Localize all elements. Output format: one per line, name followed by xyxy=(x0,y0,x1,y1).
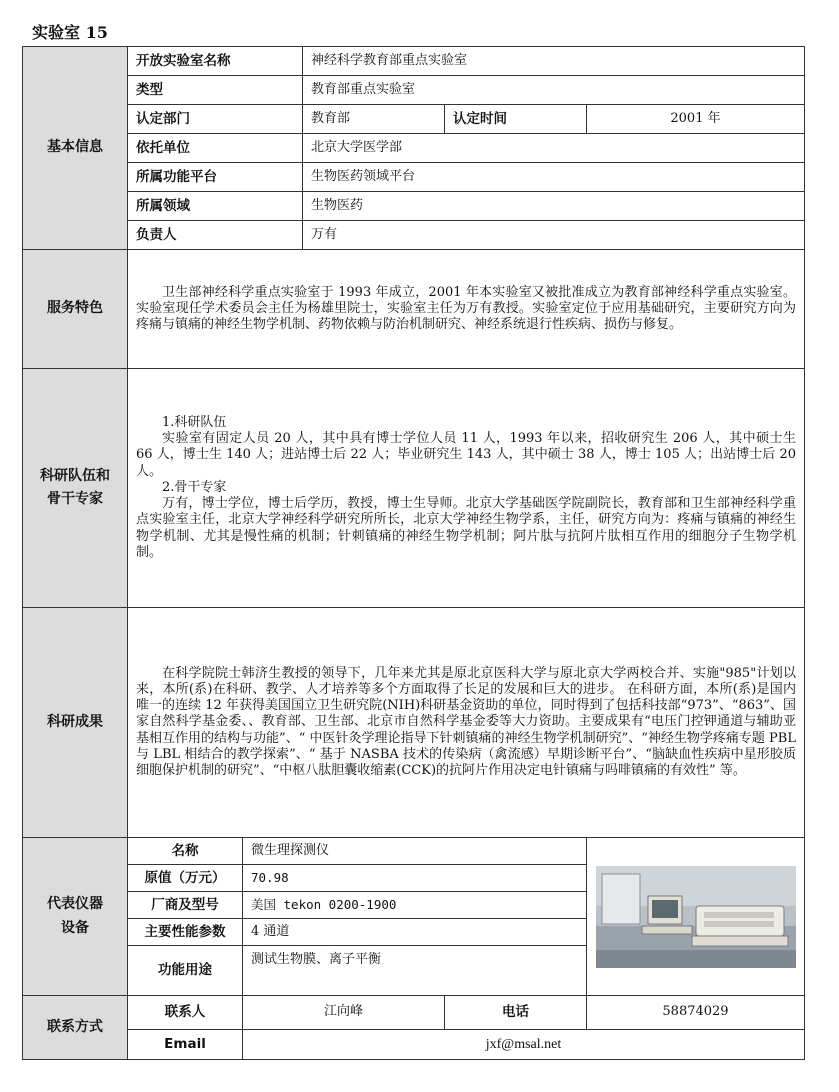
contact-phone-label: 电话 xyxy=(445,996,587,1030)
cert-dept-label: 认定部门 xyxy=(128,105,303,134)
row-head xyxy=(23,221,805,250)
contact-phone-value: 58874029 xyxy=(587,996,805,1030)
instrument-perf-value: 4 通道 xyxy=(243,919,587,946)
service-text: 卫生部神经科学重点实验室于 1993 年成立，2001 年本实验室又被批准成立为教育部神经科学重点实验室。实验室现任学术委员会主任为杨雄里院士，实验室主任为万有教授。实验室定位于应用基础研究，主要研究方向为疼痛与镇痛的神经生物学机制、药物依赖与防治机制研究、神经系统退行性疾病、损伤与修复。 xyxy=(136,284,796,333)
lab-type-value: 教育部重点实验室 xyxy=(303,76,805,105)
row-platform xyxy=(23,163,805,192)
head-value: 万有 xyxy=(303,221,805,250)
row-team xyxy=(23,369,805,608)
host-label: 依托单位 xyxy=(128,134,303,163)
team-heading-2: 2.骨干专家 xyxy=(162,479,227,495)
results-cell xyxy=(128,608,805,838)
section-instrument xyxy=(23,838,128,996)
section-instrument-line2: 设备 xyxy=(61,919,89,936)
instrument-use-value: 测试生物膜、离子平衡 xyxy=(243,946,587,996)
service-cell xyxy=(128,250,805,369)
team-paragraph-1: 实验室有固定人员 20 人，其中具有博士学位人员 11 人，1993 年以来，招收研究生 206 人，其中硕士生 66 人，博士生 140 人；进站博士后 22 人；毕业研究生 143 人，其中硕士 38 人，博士 105 人；出站博士后 20 人。 xyxy=(136,431,796,479)
section-instrument-line1: 代表仪器 xyxy=(47,896,103,912)
section-service: 服务特色 xyxy=(23,250,128,369)
section-results: 科研成果 xyxy=(23,608,128,838)
host-value: 北京大学医学部 xyxy=(303,134,805,163)
lab-type-label: 类型 xyxy=(128,76,303,105)
section-team xyxy=(23,369,128,608)
section-team-line1: 科研队伍和 xyxy=(40,467,110,484)
row-contact-person xyxy=(23,996,805,1030)
results-text: 在科学院院士韩济生教授的领导下，几年来尤其是原北京医科大学与原北京大学两校合并、实施"985"计划以来，本所(系)在科研、教学、人才培养等多个方面取得了长足的发展和巨大的进步。 在科研方面，本所(系)是国内唯一的连续 12 年获得美国国立卫生研究院(NIH)科研基金资助的单位，同时得到了包括科技部“973”、“863”、国家自然科学基金委、、教育部、卫生部、北京市自然科学基金委等大力资助。主要成果有“电压门控钾通道与辅助亚基相互作用的结构与功能”、“ 中医针灸学理论指导下针刺镇痛的神经生物学机制研究”、“神经生物学疼痛专题 PBL 与 LBL 相结合的教学探索”、“ 基于 NASBA 技术的传染病（禽流感）早期诊断平台”、“脑缺血性疾病中星形胶质细胞保护机制的研究”、“中枢八肽胆囊收缩素(CCK)的抗阿片作用决定电针镇痛与吗啡镇痛的有效性” 等。 xyxy=(136,665,796,779)
row-host xyxy=(23,134,805,163)
contact-email-value[interactable]: jxf@msal.net xyxy=(243,1030,805,1060)
contact-person-value: 江向峰 xyxy=(243,996,445,1030)
instrument-use-label: 功能用途 xyxy=(128,946,243,996)
instrument-price-label: 原值（万元） xyxy=(128,865,243,892)
team-heading-1: 1.科研队伍 xyxy=(162,414,227,430)
row-certification xyxy=(23,105,805,134)
instrument-maker-label: 厂商及型号 xyxy=(128,892,243,919)
contact-email-label: Email xyxy=(128,1030,243,1060)
team-cell xyxy=(128,369,805,608)
row-instrument-name xyxy=(23,838,805,865)
row-field xyxy=(23,192,805,221)
section-team-line2: 骨干专家 xyxy=(47,491,103,507)
platform-value: 生物医药领域平台 xyxy=(303,163,805,192)
instrument-perf-label: 主要性能参数 xyxy=(128,919,243,946)
page-title: 实验室 15 xyxy=(32,23,108,42)
row-service xyxy=(23,250,805,369)
contact-person-label: 联系人 xyxy=(128,996,243,1030)
field-label: 所属领域 xyxy=(128,192,303,221)
instrument-photo xyxy=(596,866,796,968)
lab-name-value: 神经科学教育部重点实验室 xyxy=(303,47,805,76)
instrument-photo-cell xyxy=(587,838,805,996)
section-basic-info: 基本信息 xyxy=(23,47,128,250)
row-results xyxy=(23,608,805,838)
row-lab-name xyxy=(23,47,805,76)
instrument-price-value: 70.98 xyxy=(243,865,587,892)
cert-time-value: 2001 年 xyxy=(587,105,805,134)
cert-dept-value: 教育部 xyxy=(303,105,445,134)
row-lab-type xyxy=(23,76,805,105)
instrument-name-label: 名称 xyxy=(128,838,243,865)
platform-label: 所属功能平台 xyxy=(128,163,303,192)
instrument-name-value: 微生理探测仪 xyxy=(243,838,587,865)
lab-name-label: 开放实验室名称 xyxy=(128,47,303,76)
section-contact: 联系方式 xyxy=(23,996,128,1060)
instrument-maker-value: 美国 tekon 0200-1900 xyxy=(243,892,587,919)
head-label: 负责人 xyxy=(128,221,303,250)
field-value: 生物医药 xyxy=(303,192,805,221)
lab-info-table xyxy=(22,46,805,1060)
cert-time-label: 认定时间 xyxy=(445,105,587,134)
row-contact-email xyxy=(23,1030,805,1060)
team-paragraph-2: 万有，博士学位，博士后学历，教授，博士生导师。北京大学基础医学院副院长，教育部和卫生部神经科学重点实验室主任，北京大学神经科学研究所所长，北京大学神经生物学系，主任，研究方向为：疼痛与镇痛的神经生物学机制、尤其是慢性痛的机制；针刺镇痛的神经生物学机制；阿片肽与抗阿片肽相互作用的细胞分子生物学机制。 xyxy=(136,496,796,560)
